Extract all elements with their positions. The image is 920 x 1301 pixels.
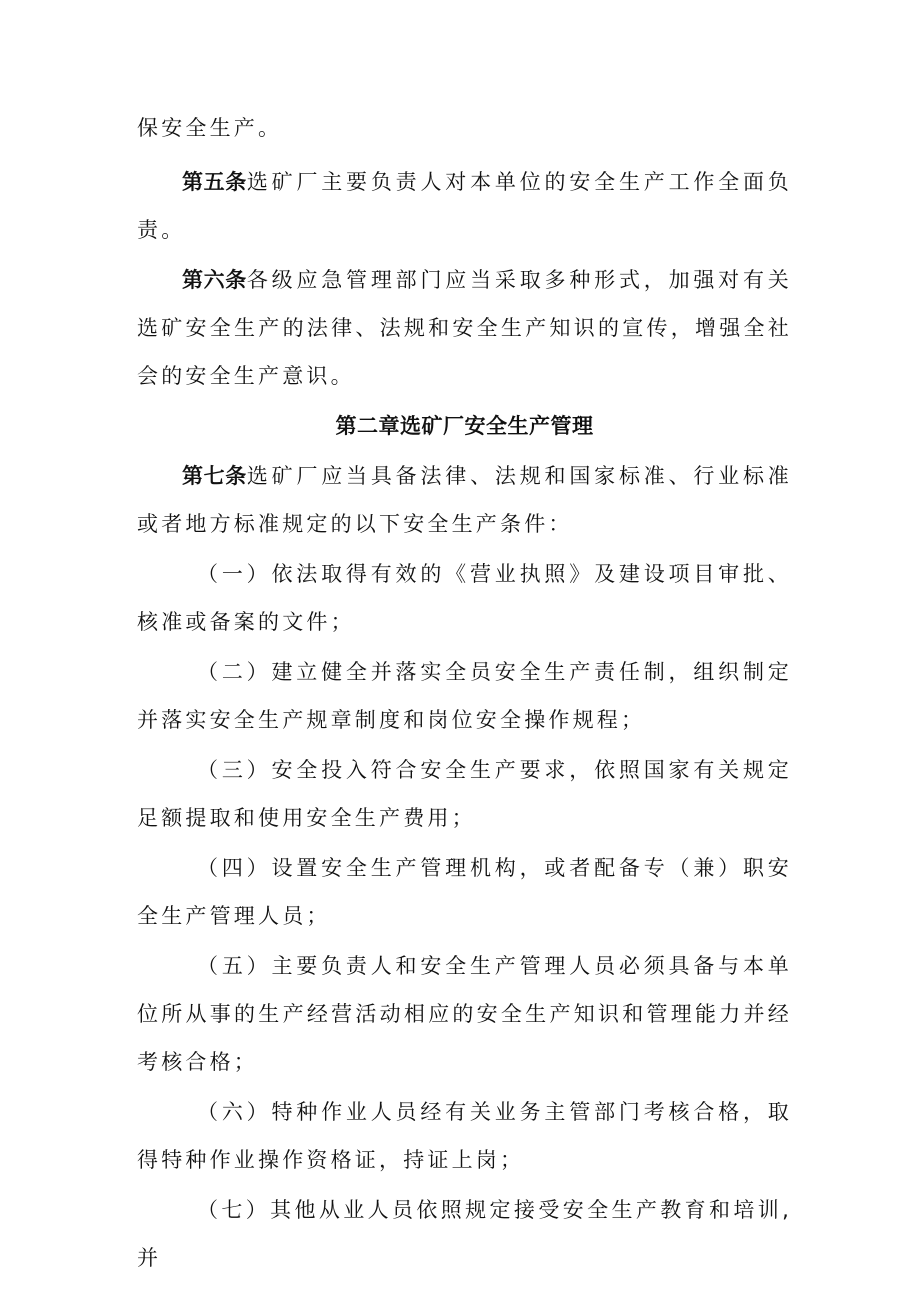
article-5 bbox=[137, 158, 792, 254]
article-6-number: 第六条 bbox=[182, 268, 247, 292]
article-7 bbox=[137, 452, 792, 548]
article-7-text: 选矿厂应当具备法律、法规和国家标准、行业标准或者地方标准规定的以下安全生产条件： bbox=[137, 464, 792, 536]
condition-item-7: （七）其他从业人员依照规定接受安全生产教育和培训,并 bbox=[137, 1198, 792, 1270]
condition-item-4: （四）设置安全生产管理机构，或者配备专（兼）职安全生产管理人员； bbox=[137, 856, 792, 928]
condition-item-1: （一）依法取得有效的《营业执照》及建设项目审批、核准或备案的文件； bbox=[137, 562, 792, 634]
continuation-text: 保安全生产。 bbox=[137, 116, 283, 140]
article-5-number: 第五条 bbox=[182, 170, 247, 194]
condition-item-2: （二）建立健全并落实全员安全生产责任制，组织制定并落实安全生产规章制度和岗位安全操作规程； bbox=[137, 660, 792, 732]
document-page bbox=[137, 104, 792, 1282]
article-6 bbox=[137, 256, 792, 400]
article-7-number: 第七条 bbox=[182, 464, 247, 488]
condition-item-3: （三）安全投入符合安全生产要求，依照国家有关规定足额提取和使用安全生产费用； bbox=[137, 758, 792, 830]
chapter-heading: 第二章选矿厂安全生产管理 bbox=[335, 414, 594, 438]
condition-item-5: （五）主要负责人和安全生产管理人员必须具备与本单位所从事的生产经营活动相应的安全生产知识和管理能力并经考核合格； bbox=[137, 954, 792, 1074]
article-5-text: 选矿厂主要负责人对本单位的安全生产工作全面负责。 bbox=[137, 170, 792, 242]
article-6-text: 各级应急管理部门应当采取多种形式，加强对有关选矿安全生产的法律、法规和安全生产知识的宣传，增强全社会的安全生产意识。 bbox=[137, 268, 792, 388]
condition-item-6: （六）特种作业人员经有关业务主管部门考核合格，取得特种作业操作资格证，持证上岗； bbox=[137, 1100, 792, 1172]
